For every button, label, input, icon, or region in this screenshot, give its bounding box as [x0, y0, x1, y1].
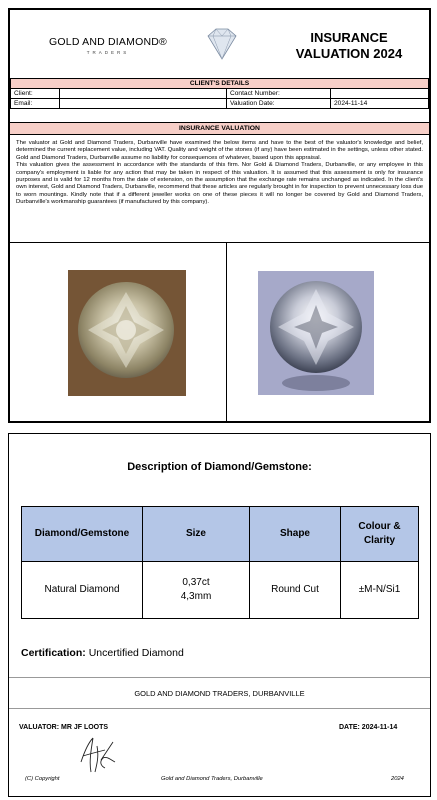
company-logo — [34, 24, 182, 66]
cell-gemstone: Natural Diamond — [22, 562, 143, 619]
diamond-photo-cool — [258, 271, 374, 395]
diamond-photo-warm — [68, 270, 186, 396]
valuation-page-2 — [8, 433, 431, 797]
valuator-name: VALUATOR: MR JF LOOTS — [19, 724, 109, 731]
title-line-2: VALUATION 2024 — [295, 46, 403, 61]
divider-top — [9, 677, 430, 678]
client-label: Client: — [11, 89, 60, 99]
header-shape: Shape — [250, 507, 341, 562]
header-gemstone: Diamond/Gemstone — [22, 507, 143, 562]
copyright-year: 2024 — [391, 776, 404, 782]
divider-bottom — [9, 708, 430, 709]
table-row — [22, 562, 419, 619]
valuation-page-1 — [8, 8, 431, 423]
certification-value: Uncertified Diamond — [88, 647, 184, 659]
company-italic: Gold and Diamond Traders, Durbanville — [161, 776, 263, 782]
cell-shape: Round Cut — [250, 562, 341, 619]
document-title — [276, 30, 422, 62]
logo-subtitle: TRADERS — [86, 50, 130, 55]
company-footer: GOLD AND DIAMOND TRADERS, DURBANVILLE — [134, 689, 305, 698]
client-details-table — [10, 78, 429, 109]
logo-name: GOLD AND DIAMOND® — [49, 36, 167, 48]
size-carat: 0,37ct — [182, 577, 210, 588]
signature-date: DATE: 2024-11-14 — [339, 724, 398, 731]
insurance-valuation-heading: INSURANCE VALUATION — [10, 122, 429, 135]
contact-value — [331, 89, 429, 99]
description-title: Description of Diamond/Gemstone: — [127, 461, 312, 473]
header — [10, 10, 429, 78]
valuation-date-label: Valuation Date: — [227, 99, 331, 109]
terms-paragraph-1: The valuator at Gold and Diamond Traders, Durbanville have examined the below items and have to the best of the valuator's knowledge and belief, determined the current replacement value, including VAT. Quality and weight of the stones (if any) have been estimated in the settings, unless other stated. Gold and Diamond Traders, Durbanville assume no liability for consequences of whatever, based upon this appraisal. — [16, 140, 423, 161]
header-size: Size — [143, 507, 250, 562]
certification — [21, 647, 184, 659]
cell-colour-clarity: ±M-N/Si1 — [341, 562, 419, 619]
certification-label: Certification: — [21, 647, 86, 659]
client-value — [60, 89, 227, 99]
photo-divider — [226, 243, 227, 422]
email-label: Email: — [11, 99, 60, 109]
header-colour-clarity: Colour & Clarity — [341, 507, 419, 562]
email-value — [60, 99, 227, 109]
cell-size — [143, 562, 250, 619]
terms-paragraph-2: This valuation gives the assessment in accordance with the standards of this firm. Nor Gold & Diamond Traders, Durbanville, or any employee in this company's employment is liable for any action that may be taken in respect of this valuation. It is assumed that this assessment is only for insurance purposes and is valid for 12 months from the date of extension, on the assumption that the exchange rate remains unchanged as indicated. In the client's own interest, Gold and Diamond Traders, Durbanville, recommend that these articles are regularly brought in for inspection to prevent unnecessary loss due to worn mountings. Kindly note that if a different jeweller works on one of these pieces it will no longer be covered by Gold and Diamond Traders, Durbanville's workmanship guarantees (if manufactured by this company). — [16, 162, 423, 205]
client-details-heading: CLIENT'S DETAILS — [11, 79, 429, 89]
gemstone-table — [21, 506, 419, 619]
signature-image — [75, 732, 121, 780]
title-line-1: INSURANCE — [310, 30, 388, 45]
valuation-date-value: 2024-11-14 — [331, 99, 429, 109]
contact-label: Contact Number: — [227, 89, 331, 99]
photo-panel — [10, 242, 429, 422]
copyright: (C) Copyright — [25, 776, 60, 782]
valuation-terms — [16, 140, 423, 207]
diamond-icon — [200, 26, 244, 62]
size-mm: 4,3mm — [180, 591, 212, 602]
